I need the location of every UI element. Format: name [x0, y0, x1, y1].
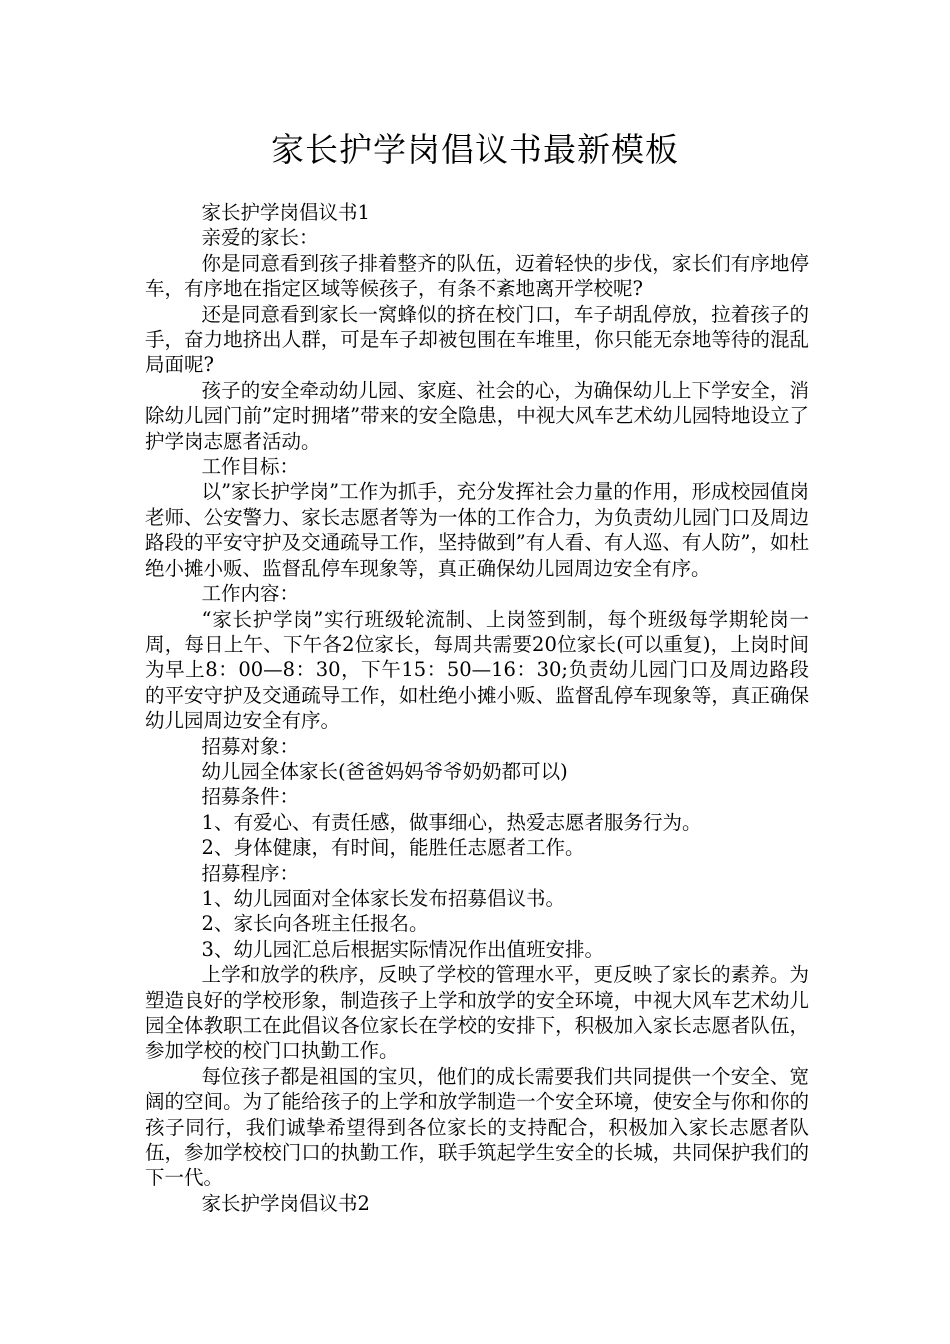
- section-heading: 家长护学岗倡议书2: [201, 1191, 370, 1215]
- paragraph: 以”家长护学岗”工作为抓手，充分发挥社会力量的作用，形成校园值岗老师、公安警力、家长志愿者等为一体的工作合力，为负责幼儿园门口及周边路段的平安守护及交通疏导工作，坚持做到”有人看、有人巡、有人防”，如杜绝小摊小贩、监督乱停车现象等，真正确保幼儿园周边安全有序。: [145, 480, 809, 580]
- subheading: 招募程序：: [201, 861, 300, 885]
- document-title: 家长护学岗倡议书最新模板: [271, 130, 679, 169]
- paragraph: 孩子的安全牵动幼儿园、家庭、社会的心，为确保幼儿上下学安全，消除幼儿园门前”定时拥堵”带来的安全隐患，中视大风车艺术幼儿园特地设立了护学岗志愿者活动。: [145, 378, 809, 453]
- subheading: 工作目标：: [201, 455, 300, 479]
- list-item: 3、幼儿园汇总后根据实际情况作出值班安排。: [201, 937, 604, 961]
- paragraph: 你是同意看到孩子排着整齐的队伍，迈着轻快的步伐，家长们有序地停车，有序地在指定区域等候孩子，有条不紊地离开学校呢?: [145, 251, 809, 301]
- document-body: [145, 200, 809, 1216]
- subheading: 工作内容：: [201, 582, 300, 606]
- list-item: 1、有爱心、有责任感，做事细心，热爱志愿者服务行为。: [201, 810, 702, 834]
- paragraph: 还是同意看到家长一窝蜂似的挤在校门口，车子胡乱停放，拉着孩子的手，奋力地挤出人群，可是车子却被包围在车堆里，你只能无奈地等待的混乱局面呢?: [145, 302, 809, 377]
- salutation: 亲爱的家长：: [201, 226, 319, 250]
- list-item: 1、幼儿园面对全体家长发布招募倡议书。: [201, 886, 565, 910]
- subheading: 招募对象：: [201, 734, 300, 758]
- list-item: 2、家长向各班主任报名。: [201, 912, 429, 936]
- paragraph: “家长护学岗”实行班级轮流制、上岗签到制，每个班级每学期轮岗一周，每日上午、下午各2位家长，每周共需要20位家长(可以重复)，上岗时间为早上8：00—8：30，下午15：50—16：30;负责幼儿园门口及周边路段的平安守护及交通疏导工作，如杜绝小摊小贩、监督乱停车现象等，真正确保幼儿园周边安全有序。: [145, 607, 809, 733]
- subheading: 招募条件：: [201, 785, 300, 809]
- paragraph: 每位孩子都是祖国的宝贝，他们的成长需要我们共同提供一个安全、宽阔的空间。为了能给孩子的上学和放学制造一个安全环境，使安全与你和你的孩子同行，我们诚挚希望得到各位家长的支持配合，积极加入家长志愿者队伍，参加学校校门口的执勤工作，联手筑起学生安全的长城，共同保护我们的下一代。: [145, 1064, 809, 1190]
- section-heading: 家长护学岗倡议书1: [201, 201, 370, 224]
- paragraph: 上学和放学的秩序，反映了学校的管理水平，更反映了家长的素养。为塑造良好的学校形象，制造孩子上学和放学的安全环境，中视大风车艺术幼儿园全体教职工在此倡议各位家长在学校的安排下，积极加入家长志愿者队伍，参加学校的校门口执勤工作。: [145, 963, 809, 1063]
- list-item: 2、身体健康，有时间，能胜任志愿者工作。: [201, 836, 585, 860]
- paragraph: 幼儿园全体家长(爸爸妈妈爷爷奶奶都可以): [201, 759, 568, 783]
